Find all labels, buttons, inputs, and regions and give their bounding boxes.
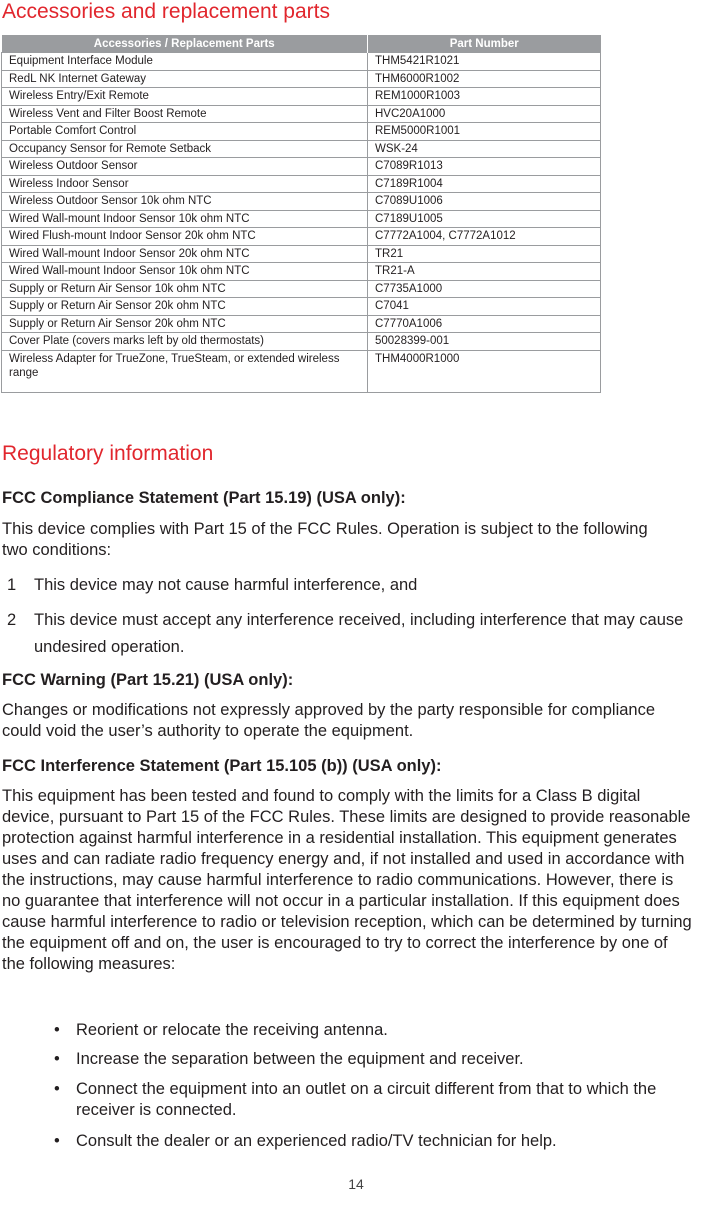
part-name-cell: Wired Wall-mount Indoor Sensor 10k ohm NTC [2,263,368,281]
table-row [2,210,601,228]
table-row [2,105,601,123]
part-name-cell: Wireless Adapter for TrueZone, TrueSteam, or extended wireless range [2,350,368,392]
table-row [2,193,601,211]
table-row [2,158,601,176]
part-number-cell: C7189U1005 [368,210,601,228]
fcc-compliance-heading: FCC Compliance Statement (Part 15.19) (USA only): [2,489,406,507]
part-name-cell: Portable Comfort Control [2,123,368,141]
table-row [2,88,601,106]
parts-table [1,35,601,393]
part-name-cell: Wired Wall-mount Indoor Sensor 20k ohm NTC [2,245,368,263]
measure-text: Connect the equipment into an outlet on a circuit different from that to which the receiver is connected. [76,1080,657,1119]
part-number-cell: THM5421R1021 [368,53,601,71]
part-number-cell: 50028399-001 [368,333,601,351]
part-number-cell: HVC20A1000 [368,105,601,123]
part-number-cell: TR21-A [368,263,601,281]
table-row [2,280,601,298]
part-number-cell: C7770A1006 [368,315,601,333]
fcc-interference-text: This equipment has been tested and found to comply with the limits for a Class B digital device, pursuant to Part 15 of the FCC Rules. These limits are designed to provide reasonable protection against harmful interference in a residential installation. This equipment generates uses and can radiate radio frequency energy and, if not installed and used in accordance with the instructions, may cause harmful interference to radio communications. However, there is no guarantee that interference will not occur in a particular installation. If this equipment does cause harmful interference to radio or television reception, which can be determined by turning the equipment off and on, the user is encouraged to try to correct the interference by one of the following measures: [2,787,692,973]
table-row [2,228,601,246]
condition-number: 2 [7,611,17,629]
part-name-cell: Equipment Interface Module [2,53,368,71]
page-number: 14 [348,1176,364,1192]
table-row [2,53,601,71]
regulatory-section-title: Regulatory information [2,442,214,465]
part-name-cell: Wireless Outdoor Sensor [2,158,368,176]
part-name-cell: Supply or Return Air Sensor 20k ohm NTC [2,298,368,316]
table-row [2,350,601,392]
accessories-section-title: Accessories and replacement parts [2,0,330,23]
fcc-warning-text: Changes or modifications not expressly approved by the party responsible for compliance could void the user’s authority to operate the equipment. [2,701,656,740]
part-number-cell: REM1000R1003 [368,88,601,106]
part-number-cell: C7189R1004 [368,175,601,193]
part-number-cell: THM4000R1000 [368,350,601,392]
measure-text: Consult the dealer or an experienced radio/TV technician for help. [76,1132,557,1150]
fcc-interference-heading: FCC Interference Statement (Part 15.105 (b)) (USA only): [2,757,442,775]
part-number-cell: C7772A1004, C7772A1012 [368,228,601,246]
part-number-cell: C7089R1013 [368,158,601,176]
fcc-compliance-text: This device complies with Part 15 of the FCC Rules. Operation is subject to the following two conditions: [2,520,648,559]
condition-text: This device may not cause harmful interference, and [34,576,418,594]
part-name-cell: Wired Wall-mount Indoor Sensor 10k ohm NTC [2,210,368,228]
part-name-cell: Wireless Entry/Exit Remote [2,88,368,106]
table-row [2,315,601,333]
table-row [2,333,601,351]
part-number-cell: C7735A1000 [368,280,601,298]
parts-table-header-row [2,35,601,53]
table-row [2,245,601,263]
condition-number: 1 [7,576,17,594]
measure-text: Increase the separation between the equipment and receiver. [76,1050,524,1068]
table-row [2,263,601,281]
part-name-cell: Supply or Return Air Sensor 10k ohm NTC [2,280,368,298]
fcc-warning-heading: FCC Warning (Part 15.21) (USA only): [2,671,294,689]
table-row [2,298,601,316]
part-number-cell: REM5000R1001 [368,123,601,141]
part-name-cell: Wired Flush-mount Indoor Sensor 20k ohm NTC [2,228,368,246]
part-number-cell: TR21 [368,245,601,263]
part-number-cell: WSK-24 [368,140,601,158]
table-row [2,123,601,141]
measure-text: Reorient or relocate the receiving antenna. [76,1021,388,1039]
part-name-cell: Wireless Outdoor Sensor 10k ohm NTC [2,193,368,211]
table-row [2,140,601,158]
part-name-cell: Wireless Indoor Sensor [2,175,368,193]
condition-text: This device must accept any interference received, including interference that may cause undesired operation. [34,611,684,656]
part-number-column-header: Part Number [368,35,601,53]
table-row [2,175,601,193]
part-name-cell: Cover Plate (covers marks left by old thermostats) [2,333,368,351]
part-number-cell: C7041 [368,298,601,316]
table-row [2,70,601,88]
part-number-cell: C7089U1006 [368,193,601,211]
part-name-cell: Supply or Return Air Sensor 20k ohm NTC [2,315,368,333]
part-name-cell: Wireless Vent and Filter Boost Remote [2,105,368,123]
part-number-cell: THM6000R1002 [368,70,601,88]
parts-column-header: Accessories / Replacement Parts [2,35,368,53]
part-name-cell: RedL NK Internet Gateway [2,70,368,88]
part-name-cell: Occupancy Sensor for Remote Setback [2,140,368,158]
